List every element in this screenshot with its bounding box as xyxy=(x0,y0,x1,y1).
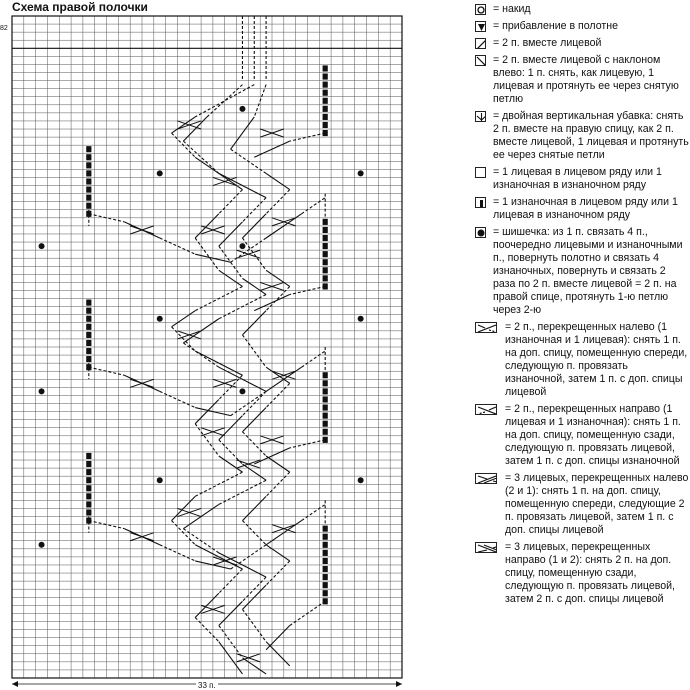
purl-stitch xyxy=(86,300,91,306)
legend-item xyxy=(475,226,689,317)
cable-left-3-icon xyxy=(475,473,497,484)
row-number-label: 82 xyxy=(0,25,8,32)
purl-stitch xyxy=(86,203,91,209)
legend-text: = двойная вертикальная убавка: снять 2 п. вместе на правую спицу, как 2 п. вместе лицевой, 1 лицевая и протянуть ее через снятые петли xyxy=(493,110,689,161)
legend-text: = 3 лицевых, перекрещенных направо (1 и 2): снять 2 п. на доп. спицу, помещенную сзади, следующую п. провязать лицевой, затем 2 п. с доп. спицы лицевой xyxy=(505,541,676,605)
cable-cross xyxy=(266,367,290,383)
legend-text: = шишечка: из 1 п. связать 4 п., поочередно лицевыми и изнаночными п., повернуть полотно и связать 4 изнаночных, повернуть и связать 2 раза по 2 п. вместе лицевой = 2 п. на правой спице, протянуть 1-ю петлю через 2-ю xyxy=(493,226,683,316)
yarn-over-icon xyxy=(475,4,486,15)
cable-purl-path xyxy=(302,198,326,214)
bobble-stitch xyxy=(157,316,163,322)
bobble-stitch xyxy=(39,388,45,394)
cable-cross xyxy=(172,311,196,327)
legend-item xyxy=(475,196,689,222)
purl-stitch xyxy=(323,558,328,564)
purl-stitch xyxy=(86,170,91,176)
purl-stitch xyxy=(323,421,328,427)
knit-icon xyxy=(475,167,486,178)
purl-stitch xyxy=(86,187,91,193)
purl-stitch xyxy=(86,332,91,338)
double-decrease-icon xyxy=(475,111,486,122)
legend-text: = прибавление в полотне xyxy=(493,20,618,32)
purl-stitch xyxy=(323,98,328,104)
purl-stitch xyxy=(323,106,328,112)
purl-stitch xyxy=(323,574,328,580)
legend-text: = 1 изнаночная в лицевом ряду или 1 лицевая в изнаночном ряду xyxy=(493,196,678,221)
bobble-stitch xyxy=(157,170,163,176)
purl-stitch xyxy=(86,477,91,483)
purl-stitch xyxy=(323,251,328,257)
cable-cross xyxy=(266,545,290,561)
bobble-stitch xyxy=(239,106,245,112)
purl-stitch xyxy=(86,469,91,475)
legend-text: = 1 лицевая в лицевом ряду или 1 изнаночная в изнаночном ряду xyxy=(493,166,662,191)
purl-stitch xyxy=(86,178,91,184)
purl-stitch xyxy=(323,566,328,572)
purl-stitch xyxy=(323,582,328,588)
cable-cross xyxy=(219,270,243,286)
cable-cross xyxy=(242,278,266,294)
purl-stitch xyxy=(323,122,328,128)
purl-stitch xyxy=(323,380,328,386)
legend-item xyxy=(475,321,689,399)
purl-stitch xyxy=(86,162,91,168)
legend-item xyxy=(475,3,689,16)
purl-stitch xyxy=(323,404,328,410)
cable-cross xyxy=(172,117,196,133)
cable-purl-path xyxy=(195,238,219,270)
purl-stitch xyxy=(86,461,91,467)
legend-text: = 2 п. вместе лицевой с наклоном влево: 1 п. снять, как лицевую, 1 лицевая и протянуть ее через снятую петлю xyxy=(493,54,679,105)
purl-stitch xyxy=(323,372,328,378)
purl-stitch xyxy=(323,267,328,273)
legend xyxy=(475,3,689,610)
stitch-count-label: 33 п. xyxy=(198,681,216,690)
purl-stitch xyxy=(86,348,91,354)
legend-text: = 2 п., перекрещенных налево (1 изнаночная и 1 лицевая): снять 1 п. на доп. спицу, помещенную спереди, следующую п. провязать изнаночной, затем 1 п. с доп. спицы лицевой xyxy=(505,321,688,398)
purl-stitch xyxy=(86,195,91,201)
cross-right-purl-icon xyxy=(475,404,497,415)
bobble-icon xyxy=(475,227,486,238)
purl-stitch xyxy=(323,235,328,241)
legend-item xyxy=(475,54,689,106)
purl-stitch xyxy=(323,82,328,88)
k2tog-icon xyxy=(475,38,486,49)
purl-stitch xyxy=(86,340,91,346)
cable-purl-path xyxy=(242,238,266,270)
purl-stitch xyxy=(86,146,91,152)
purl-stitch xyxy=(86,308,91,314)
cable-purl-path xyxy=(242,609,266,641)
legend-item xyxy=(475,541,689,606)
legend-text: = 2 п., перекрещенных направо (1 лицевая и 1 изнаночная): снять 1 п. на доп. спицу, помещенную сзади, следующую п. провязать лицевой, затем 1 п. с доп. спицы изнаночной xyxy=(505,403,681,467)
purl-stitch xyxy=(323,388,328,394)
bobble-stitch xyxy=(39,243,45,249)
bobble-stitch xyxy=(157,477,163,483)
purl-stitch xyxy=(323,259,328,265)
cable-cross xyxy=(219,456,243,472)
cable-purl-path xyxy=(302,351,326,367)
dimension-arrow-right xyxy=(396,681,402,687)
purl-stitch xyxy=(323,275,328,281)
purl-stitch xyxy=(323,65,328,71)
purl-stitch xyxy=(323,550,328,556)
purl-stitch xyxy=(323,534,328,540)
purl-stitch xyxy=(86,154,91,160)
legend-item xyxy=(475,403,689,468)
legend-text: = накид xyxy=(493,3,531,15)
purl-stitch xyxy=(86,356,91,362)
purl-stitch xyxy=(86,316,91,322)
purl-icon xyxy=(475,197,486,208)
legend-item xyxy=(475,472,689,537)
bobble-stitch xyxy=(239,388,245,394)
purl-stitch xyxy=(323,114,328,120)
purl-stitch xyxy=(86,501,91,507)
bobble-stitch xyxy=(358,170,364,176)
dimension-arrow-left xyxy=(12,681,18,687)
purl-stitch xyxy=(86,324,91,330)
chart-title: Схема правой полочки xyxy=(12,0,148,14)
cable-cross xyxy=(266,173,290,189)
cable-purl-path xyxy=(242,335,266,367)
legend-text: = 2 п. вместе лицевой xyxy=(493,37,602,49)
purl-stitch xyxy=(323,526,328,532)
cable-purl-path xyxy=(219,626,243,658)
purl-stitch xyxy=(86,453,91,459)
purl-stitch xyxy=(323,73,328,79)
bobble-stitch xyxy=(358,316,364,322)
legend-item xyxy=(475,110,689,162)
cable-right-3-icon xyxy=(475,542,497,553)
bobble-stitch xyxy=(358,477,364,483)
purl-stitch xyxy=(323,219,328,225)
purl-stitch xyxy=(86,493,91,499)
purl-stitch xyxy=(323,227,328,233)
cable-cross xyxy=(266,456,290,472)
legend-item xyxy=(475,20,689,33)
purl-stitch xyxy=(323,413,328,419)
cross-left-purl-icon xyxy=(475,322,497,333)
cable-purl-path xyxy=(195,424,219,456)
cable-cross xyxy=(231,117,255,149)
purl-stitch xyxy=(323,542,328,548)
purl-stitch xyxy=(86,485,91,491)
legend-item xyxy=(475,37,689,50)
bobble-stitch xyxy=(239,243,245,249)
cable-cross xyxy=(219,642,243,674)
purl-stitch xyxy=(323,90,328,96)
purl-stitch xyxy=(323,243,328,249)
legend-item xyxy=(475,166,689,192)
cable-purl-path xyxy=(302,504,326,520)
ssk-icon xyxy=(475,55,486,66)
purl-stitch xyxy=(323,396,328,402)
purl-stitch xyxy=(86,509,91,515)
purl-stitch xyxy=(323,429,328,435)
legend-text: = 3 лицевых, перекрещенных налево (2 и 1): снять 1 п. на доп. спицу, помещенную спереди, следующие 2 п. провязать лицевой, затем 1 п. с доп. спицы лицевой xyxy=(505,472,689,536)
purl-stitch xyxy=(323,590,328,596)
increase-icon xyxy=(475,21,486,32)
bobble-stitch xyxy=(39,542,45,548)
